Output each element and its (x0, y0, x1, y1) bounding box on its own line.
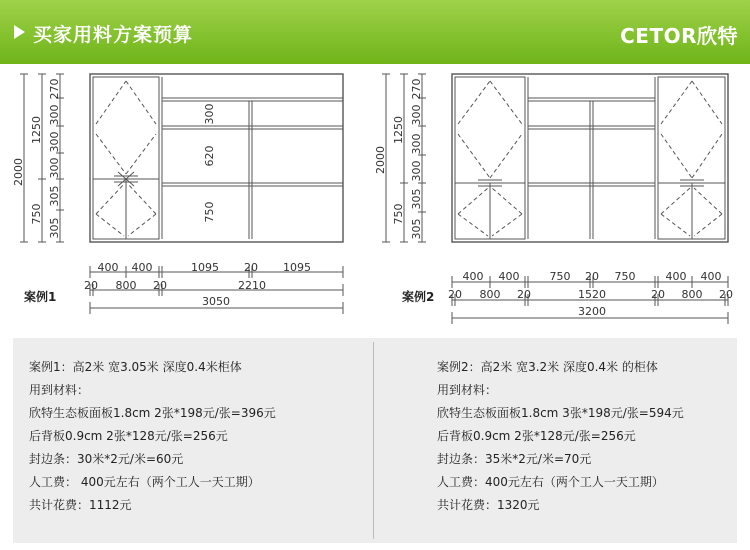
dim-label: 750 (203, 201, 216, 223)
case1-drawing (90, 74, 343, 242)
case2-budget (437, 356, 684, 517)
dim-label: 20 (153, 279, 167, 292)
dim-label: 300 (410, 160, 423, 182)
dim-label: 2000 (12, 158, 25, 186)
dim-label: 305 (48, 217, 61, 239)
dim-label: 400 (131, 261, 153, 274)
divider (373, 342, 374, 539)
dim-label: 400 (700, 270, 722, 283)
dim-label: 20 (244, 261, 258, 274)
info-line: 用到材料： (437, 383, 498, 397)
dim-label: 1250 (392, 116, 405, 144)
dim-label: 2210 (238, 279, 266, 292)
dim-label: 800 (115, 279, 137, 292)
info-line: 共计花费：1112元 (29, 498, 132, 512)
case2-vertical-labels (374, 79, 423, 240)
play-triangle-icon (14, 25, 25, 39)
dim-label: 20 (517, 288, 531, 301)
brand-logo: CETOR欣特 (620, 24, 738, 48)
info-line: 欣特生态板面板1.8cm 2张*198元/张=396元 (29, 406, 276, 420)
dim-label: 20 (84, 279, 98, 292)
info-line: 封边条：30米*2元/米=60元 (29, 452, 184, 466)
dim-label: 300 (203, 103, 216, 125)
dim-label: 300 (410, 104, 423, 126)
dim-label: 400 (665, 270, 687, 283)
dim-label: 20 (651, 288, 665, 301)
dim-label: 1095 (283, 261, 311, 274)
case1-label: 案例1 (24, 290, 57, 304)
dim-label: 300 (48, 104, 61, 126)
info-line: 人工费： 400元左右（两个工人一天工期） (29, 475, 260, 489)
info-line: 后背板0.9cm 2张*128元/张=256元 (29, 429, 228, 443)
info-line: 案例1：高2米 宽3.05米 深度0.4米柜体 (29, 360, 242, 374)
dim-label: 270 (48, 78, 61, 100)
dim-label: 750 (392, 203, 405, 225)
dim-label: 750 (614, 270, 636, 283)
case1-budget (29, 356, 276, 517)
info-line: 后背板0.9cm 2张*128元/张=256元 (437, 429, 636, 443)
dim-label: 300 (410, 133, 423, 155)
header-banner (0, 0, 750, 64)
info-line: 欣特生态板面板1.8cm 3张*198元/张=594元 (437, 406, 684, 420)
page-title: 买家用料方案预算 (33, 24, 194, 46)
budget-info-panel (13, 338, 737, 543)
info-line: 人工费：400元左右（两个工人一天工期） (437, 475, 664, 489)
info-line: 案例2：高2米 宽3.2米 深度0.4米 的柜体 (437, 360, 658, 374)
dim-label: 20 (719, 288, 733, 301)
dim-label: 300 (48, 131, 61, 153)
dim-label: 620 (203, 145, 216, 167)
dim-label: 270 (410, 78, 423, 100)
dim-label: 750 (30, 203, 43, 225)
dim-label: 305 (410, 218, 423, 240)
dim-label: 2000 (374, 146, 387, 174)
case2-horizontal-labels (448, 270, 733, 318)
dim-label: 3200 (578, 305, 606, 318)
cabinet-drawings (0, 64, 750, 330)
dim-label: 1250 (30, 116, 43, 144)
info-line: 封边条：35米*2元/米=70元 (437, 452, 592, 466)
dim-label: 800 (479, 288, 501, 301)
dim-label: 305 (410, 188, 423, 210)
dim-label: 305 (48, 185, 61, 207)
dim-label: 1520 (578, 288, 606, 301)
case2-drawing (452, 74, 728, 242)
dim-label: 400 (462, 270, 484, 283)
info-line: 共计花费：1320元 (437, 498, 540, 512)
dim-label: 800 (681, 288, 703, 301)
dim-label: 300 (48, 157, 61, 179)
dim-label: 1095 (191, 261, 219, 274)
dim-label: 20 (448, 288, 462, 301)
case1-horizontal-labels (84, 261, 311, 308)
dim-label: 3050 (202, 295, 230, 308)
dim-label: 400 (498, 270, 520, 283)
dim-label: 400 (97, 261, 119, 274)
dim-label: 20 (585, 270, 599, 283)
case2-label: 案例2 (402, 290, 435, 304)
info-line: 用到材料： (29, 383, 90, 397)
dim-label: 750 (549, 270, 571, 283)
